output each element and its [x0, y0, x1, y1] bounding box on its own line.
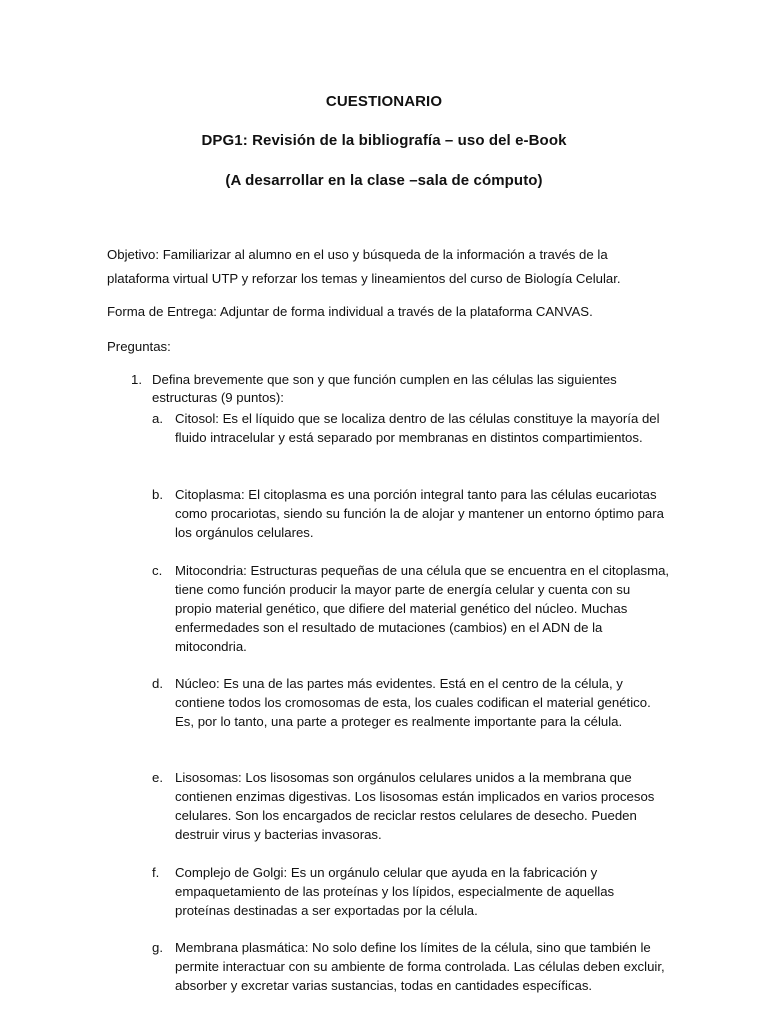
item-letter-g: g. — [152, 940, 163, 955]
item-letter-c: c. — [152, 563, 163, 578]
document-subtitle: DPG1: Revisión de la bibliografía – uso del e-Book — [201, 132, 567, 149]
item-text-mitocondria: Mitocondria: Estructuras pequeñas de una célula que se encuentra en el citoplasma, tiene como función producir la mayor parte de energía celular y cuenta con su propio material genético, que difiere del material genético del núcleo. Muchas enfermedades son el resultado de mutaciones (cambios) en el ADN de la mitocondria. — [175, 563, 670, 654]
item-letter-a: a. — [152, 411, 163, 426]
item-text-citoplasma: Citoplasma: El citoplasma es una porción integral tanto para las células eucariotas como procariotas, siendo su función la de alojar y mantener un entorno óptimo para los orgánulos celulares. — [175, 487, 664, 540]
objective-paragraph: Objetivo: Familiarizar al alumno en el uso y búsqueda de la información a través de la plataforma virtual UTP y reforzar los temas y lineamientos del curso de Biología Celular. — [107, 247, 621, 286]
item-text-lisosomas: Lisosomas: Los lisosomas son orgánulos celulares unidos a la membrana que contienen enzimas digestivas. Los lisosomas están implicados en varios procesos celulares. Son los encargados de reciclar restos celulares de desecho. Pueden destruir virus y bacterias invasoras. — [175, 770, 655, 842]
item-text-nucleo: Núcleo: Es una de las partes más evidentes. Está en el centro de la célula, y contiene todos los cromosomas de esta, los cuales codifican el material genético. Es, por lo tanto, una parte a proteger es realmente importante para la célula. — [175, 676, 651, 729]
item-text-citosol: Citosol: Es el líquido que se localiza dentro de las células constituye la mayoría del fluido intracelular y está separado por membranas en distintos compartimientos. — [175, 411, 660, 445]
question-text: Defina brevemente que son y que función cumplen en las células las siguientes estructuras (9 puntos): — [152, 372, 617, 405]
item-letter-d: d. — [152, 676, 163, 691]
item-letter-e: e. — [152, 770, 163, 785]
item-text-golgi: Complejo de Golgi: Es un orgánulo celular que ayuda en la fabricación y empaquetamiento de las proteínas y los lípidos, especialmente de aquellas proteínas destinadas a ser exportadas por la célula. — [175, 865, 615, 918]
delivery-paragraph: Forma de Entrega: Adjuntar de forma individual a través de la plataforma CANVAS. — [107, 304, 593, 319]
document-title: CUESTIONARIO — [325, 93, 443, 110]
question-number: 1. — [131, 372, 142, 387]
item-letter-b: b. — [152, 487, 163, 502]
document-note: (A desarrollar en la clase –sala de cómputo) — [225, 172, 543, 189]
item-text-membrana: Membrana plasmática: No solo define los límites de la célula, sino que también le permite interactuar con su ambiente de forma controlada. Las células deben excluir, absorber y excretar varias sustancias, todas en cantidades específicas. — [175, 940, 665, 993]
questions-heading: Preguntas: — [107, 339, 171, 354]
item-letter-f: f. — [152, 865, 160, 880]
